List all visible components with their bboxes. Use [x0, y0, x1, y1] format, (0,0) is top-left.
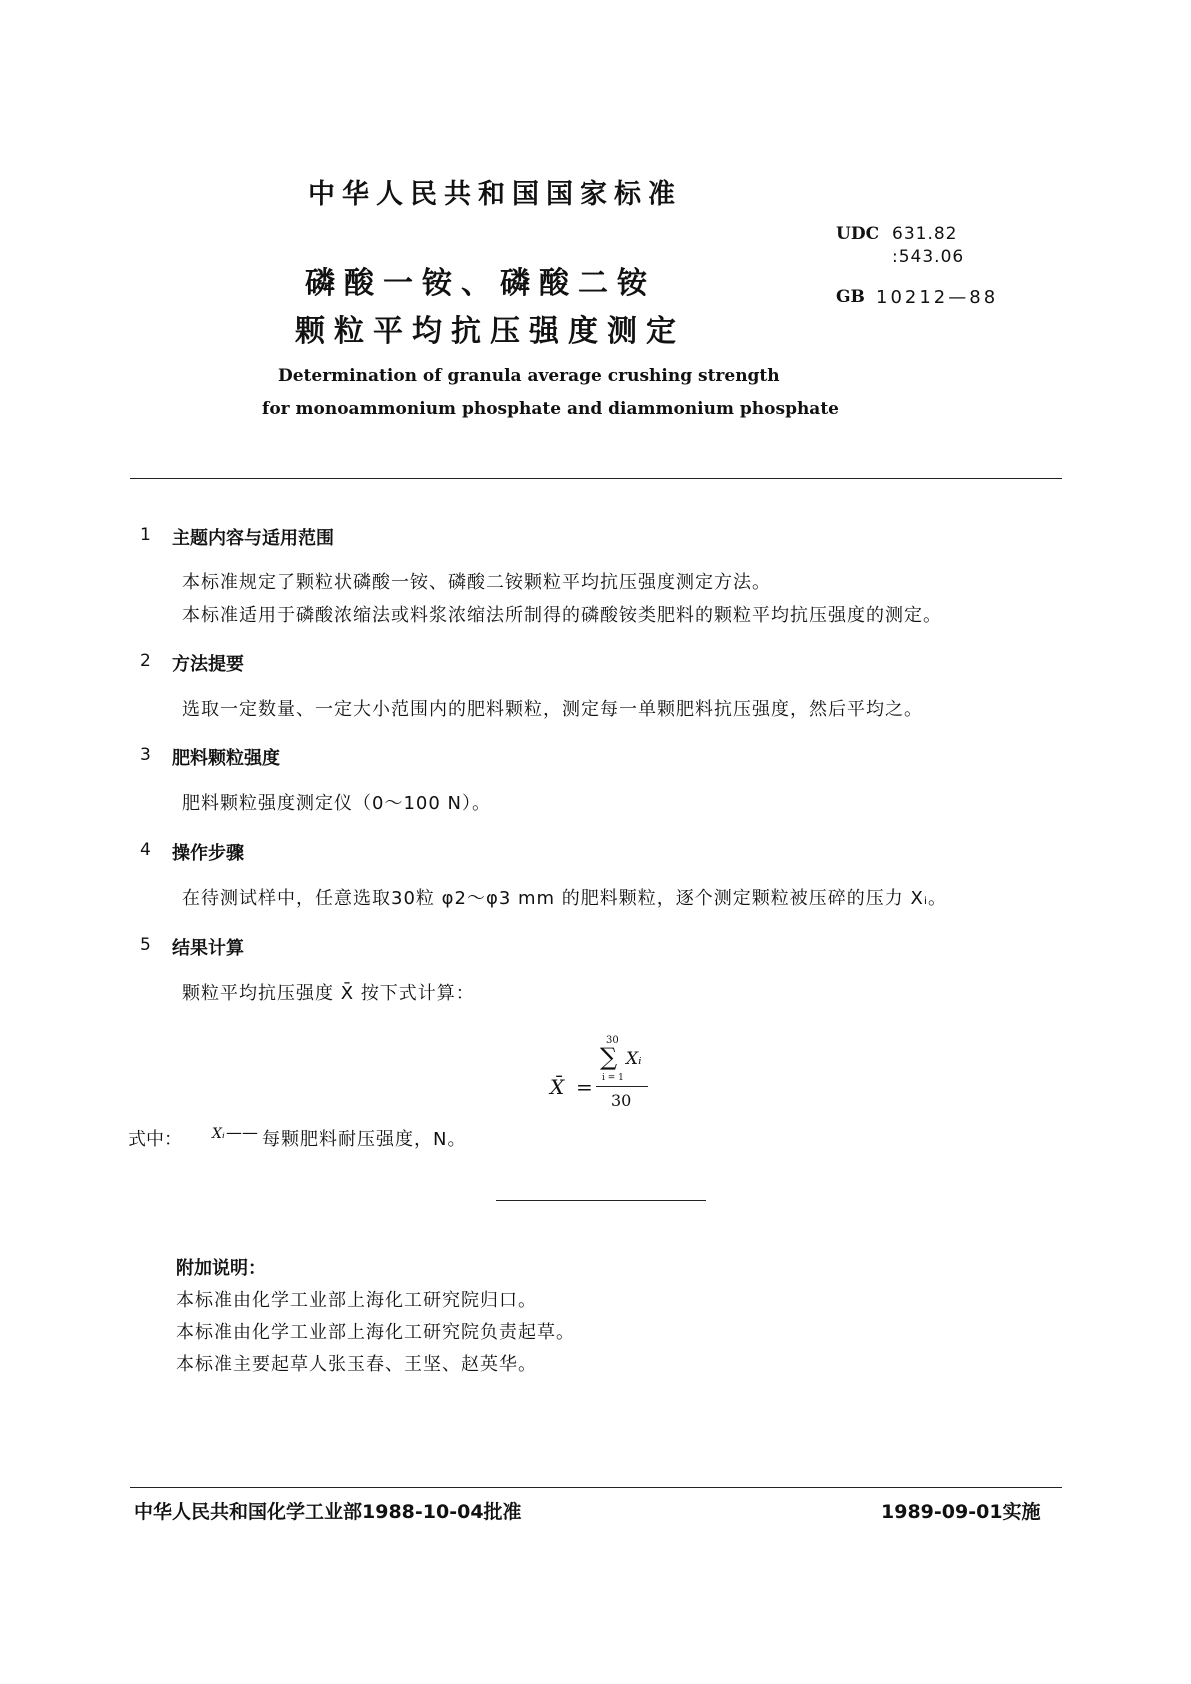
section-3-title: 肥料颗粒强度 — [172, 748, 280, 769]
section-4-title: 操作步骤 — [172, 843, 244, 864]
formula-sum-term: Xᵢ — [626, 1049, 642, 1069]
appendix-line-2: 本标准由化学工业部上海化工研究院负责起草。 — [176, 1322, 575, 1343]
english-title-line2: for monoammonium phosphate and diammonium phosphate — [262, 399, 839, 419]
section-2-paragraph-1: 选取一定数量、一定大小范围内的肥料颗粒，测定每一单颗肥料抗压强度，然后平均之。 — [182, 699, 923, 720]
section-5-number: 5 — [140, 935, 151, 955]
footer-effective-date: 1989-09-01实施 — [881, 1501, 1041, 1523]
gb-number: 10212—88 — [876, 287, 999, 308]
national-standard-heading: 中华人民共和国国家标准 — [308, 179, 682, 210]
section-1-paragraph-2: 本标准适用于磷酸浓缩法或料浆浓缩法所制得的磷酸铵类肥料的颗粒平均抗压强度的测定。 — [182, 605, 942, 626]
udc-label: UDC — [836, 224, 880, 244]
section-3-number: 3 — [140, 745, 151, 765]
appendix-title: 附加说明： — [176, 1258, 266, 1279]
section-1-title: 主题内容与适用范围 — [172, 528, 334, 549]
formula-equals: = — [576, 1075, 593, 1099]
section-2-number: 2 — [140, 651, 151, 671]
udc-code-line2: :543.06 — [892, 247, 965, 267]
formula-denominator: 30 — [611, 1091, 632, 1110]
section-4-number: 4 — [140, 840, 151, 860]
section-3-paragraph-1: 肥料颗粒强度测定仪（0～100 N）。 — [182, 793, 491, 814]
english-title-line1: Determination of granula average crushing strength — [278, 366, 780, 386]
section-1-paragraph-1: 本标准规定了颗粒状磷酸一铵、磷酸二铵颗粒平均抗压强度测定方法。 — [182, 572, 771, 593]
formula-fraction-bar — [596, 1086, 648, 1087]
where-description: 每颗肥料耐压强度，N。 — [262, 1129, 467, 1150]
udc-code-line1: 631.82 — [892, 224, 958, 244]
header-divider — [130, 478, 1062, 479]
formula — [550, 1035, 690, 1115]
where-dash: —— — [226, 1123, 258, 1142]
title-line1: 磷酸一铵、磷酸二铵 — [305, 266, 656, 301]
end-divider — [496, 1200, 706, 1201]
footer-approval: 中华人民共和国化学工业部1988-10-04批准 — [134, 1501, 522, 1523]
where-label: 式中： — [128, 1129, 182, 1150]
formula-lhs: X̄ — [550, 1075, 565, 1099]
appendix-line-3: 本标准主要起草人张玉春、王坚、赵英华。 — [176, 1354, 537, 1375]
formula-sum-upper: 30 — [606, 1035, 619, 1046]
formula-sum-lower: i = 1 — [602, 1073, 624, 1083]
where-variable: Xᵢ — [212, 1126, 225, 1142]
section-4-paragraph-1: 在待测试样中，任意选取30粒 φ2～φ3 mm 的肥料颗粒，逐个测定颗粒被压碎的压力 Xᵢ。 — [182, 888, 948, 909]
title-line2: 颗粒平均抗压强度测定 — [295, 314, 685, 349]
section-5-title: 结果计算 — [172, 938, 244, 959]
section-1-number: 1 — [140, 525, 151, 545]
section-2-title: 方法提要 — [172, 654, 244, 675]
gb-label: GB — [836, 287, 865, 307]
section-5-paragraph-1: 颗粒平均抗压强度 X̄ 按下式计算： — [182, 983, 475, 1004]
footer-divider — [130, 1487, 1062, 1488]
sum-symbol-icon: ∑ — [600, 1043, 618, 1071]
appendix-line-1: 本标准由化学工业部上海化工研究院归口。 — [176, 1290, 537, 1311]
